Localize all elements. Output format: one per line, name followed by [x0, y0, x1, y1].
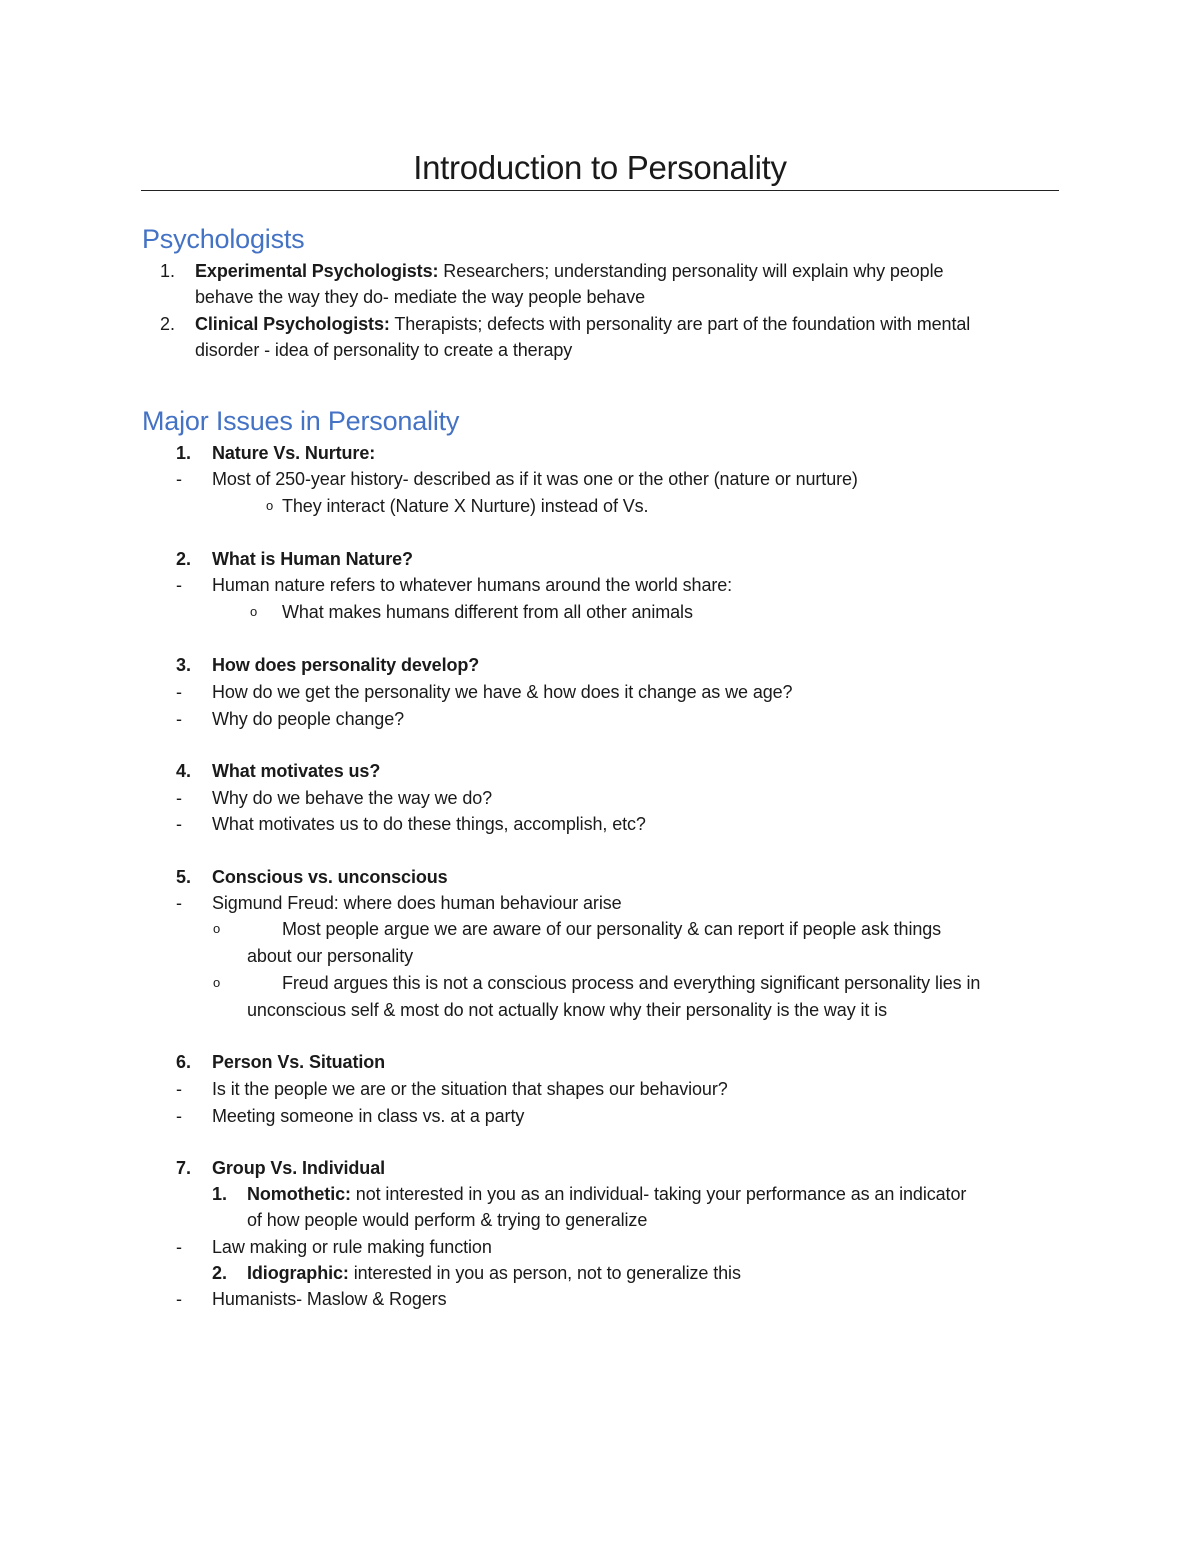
sub-bullet-text: What makes humans different from all other animals: [282, 602, 693, 622]
sub-bullet-text: Most people argue we are aware of our personality & can report if people ask things: [282, 919, 942, 939]
bullet-text: Humanists- Maslow & Rogers: [212, 1289, 447, 1309]
dash-bullet: -: [176, 709, 182, 729]
term: Nomothetic:: [247, 1184, 351, 1204]
sub-bullet-continuation: unconscious self & most do not actually know why their personality is the way it is: [247, 1000, 887, 1020]
definition: interested in you as person, not to generalize this: [348, 1263, 741, 1283]
circle-bullet: o: [213, 921, 221, 936]
issue-number: 6.: [176, 1052, 192, 1072]
bullet-text: Law making or rule making function: [212, 1237, 492, 1257]
issue-title: What is Human Nature?: [212, 549, 413, 569]
bullet-text: What motivates us to do these things, accomplish, etc?: [212, 814, 646, 834]
dash-bullet: -: [176, 1079, 182, 1099]
circle-bullet: o: [250, 604, 258, 619]
heading-major-issues: Major Issues in Personality: [142, 406, 460, 436]
issue-number: 3.: [176, 655, 192, 675]
bullet-text: Is it the people we are or the situation that shapes our behaviour?: [212, 1079, 728, 1099]
dash-bullet: -: [176, 788, 182, 808]
bullet-text: Why do we behave the way we do?: [212, 788, 493, 808]
circle-bullet: o: [213, 975, 221, 990]
sub-bullet-continuation: about our personality: [247, 946, 414, 966]
dash-bullet: -: [176, 575, 182, 595]
issue-title: Group Vs. Individual: [212, 1158, 386, 1178]
dash-bullet: -: [176, 469, 182, 489]
issue-title: How does personality develop?: [212, 655, 480, 675]
dash-bullet: -: [176, 814, 182, 834]
definition: Researchers; understanding personality will explain why people: [438, 261, 944, 281]
term: Experimental Psychologists:: [195, 261, 439, 281]
page-title: Introduction to Personality: [413, 149, 787, 186]
sub-list-number: 1.: [212, 1184, 228, 1204]
definition: Therapists; defects with personality are part of the foundation with mental: [389, 314, 971, 334]
title-underline: [141, 190, 1059, 191]
sub-bullet-text: They interact (Nature X Nurture) instead of Vs.: [282, 496, 649, 516]
issue-number: 2.: [176, 549, 192, 569]
list-item-continuation: behave the way they do- mediate the way people behave: [195, 287, 646, 307]
list-item-experimental: [195, 258, 943, 284]
issue-title: Nature Vs. Nurture:: [212, 443, 376, 463]
bullet-text: Why do people change?: [212, 709, 405, 729]
bullet-text: Human nature refers to whatever humans around the world share:: [212, 575, 733, 595]
sub-list-continuation: of how people would perform & trying to generalize: [247, 1210, 648, 1230]
dash-bullet: -: [176, 1289, 182, 1309]
issue-number: 4.: [176, 761, 192, 781]
bullet-text: Most of 250-year history- described as if it was one or the other (nature or nurture): [212, 469, 858, 489]
dash-bullet: -: [176, 1237, 182, 1257]
dash-bullet: -: [176, 1106, 182, 1126]
issue-number: 7.: [176, 1158, 192, 1178]
list-item-continuation: disorder - idea of personality to create a therapy: [195, 340, 573, 360]
heading-psychologists: Psychologists: [142, 224, 305, 254]
dash-bullet: -: [176, 682, 182, 702]
list-number: 2.: [160, 314, 176, 334]
sub-bullet-text: Freud argues this is not a conscious process and everything significant personality lies in: [282, 973, 981, 993]
term: Idiographic:: [247, 1263, 349, 1283]
sub-list-item-nomothetic: [247, 1181, 966, 1207]
issue-title: What motivates us?: [212, 761, 381, 781]
bullet-text: How do we get the personality we have & how does it change as we age?: [212, 682, 793, 702]
issue-title: Conscious vs. unconscious: [212, 867, 448, 887]
sub-list-number: 2.: [212, 1263, 228, 1283]
bullet-text: Sigmund Freud: where does human behaviour arise: [212, 893, 622, 913]
dash-bullet: -: [176, 893, 182, 913]
issue-title: Person Vs. Situation: [212, 1052, 386, 1072]
bullet-text: Meeting someone in class vs. at a party: [212, 1106, 525, 1126]
issue-number: 5.: [176, 867, 192, 887]
list-item-clinical: [195, 311, 970, 337]
issue-number: 1.: [176, 443, 192, 463]
circle-bullet: o: [266, 498, 274, 513]
definition: not interested in you as an individual- taking your performance as an indicator: [350, 1184, 967, 1204]
term: Clinical Psychologists:: [195, 314, 390, 334]
list-number: 1.: [160, 261, 176, 281]
sub-list-item-idiographic: [247, 1260, 741, 1286]
